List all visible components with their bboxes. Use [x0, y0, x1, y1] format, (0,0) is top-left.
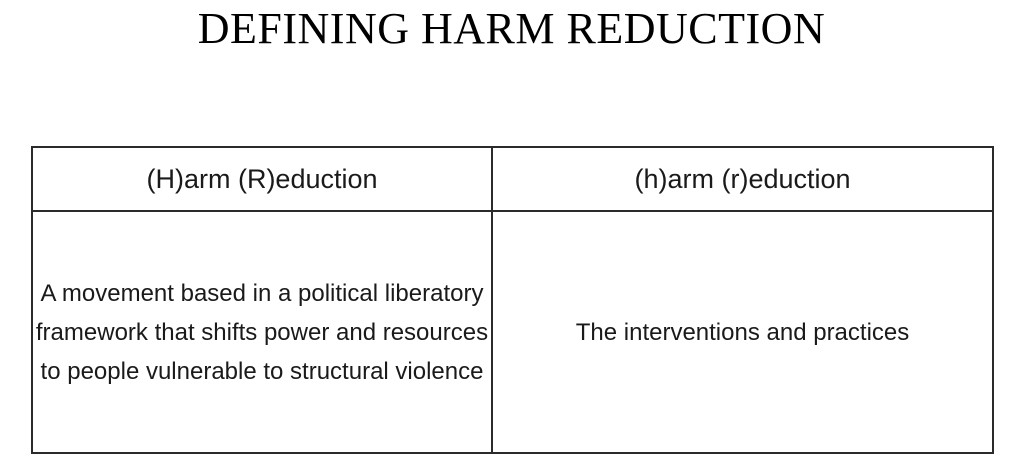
table-header-cell-lowercase	[492, 147, 993, 211]
header-label-capitalized: (H)arm (R)eduction	[146, 164, 378, 194]
table-header-row	[32, 147, 993, 211]
definition-text-capitalized: A movement based in a political liberatory framework that shifts power and resources to people vulnerable to structural violence	[35, 279, 489, 385]
table-cell-lowercase-definition	[492, 211, 993, 453]
table-row	[32, 211, 993, 453]
table-header-cell-capitalized	[32, 147, 492, 211]
definition-text-lowercase: The interventions and practices	[575, 318, 910, 346]
page-title: DEFINING HARM REDUCTION	[197, 4, 826, 53]
header-label-lowercase: (h)arm (r)eduction	[634, 164, 851, 194]
definition-table-container	[31, 146, 990, 454]
table-cell-capitalized-definition	[32, 211, 492, 453]
definition-table	[31, 146, 994, 454]
